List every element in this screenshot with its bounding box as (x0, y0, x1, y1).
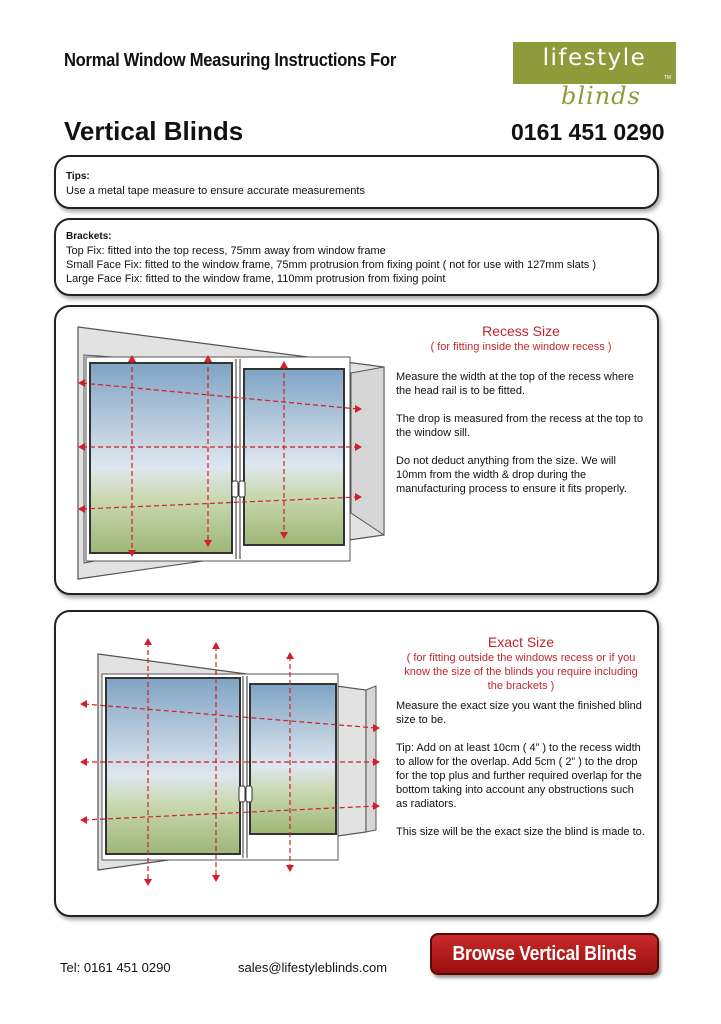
recess-subtitle: ( for fitting inside the window recess ) (430, 341, 612, 353)
footer-phone[interactable]: Tel: 0161 451 0290 (60, 960, 171, 975)
exact-window-illustration (76, 634, 391, 894)
recess-window-illustration (76, 325, 391, 581)
lifestyle-blinds-logo[interactable] (513, 42, 676, 114)
recess-title: Recess Size (482, 323, 560, 339)
document-subtitle: Normal Window Measuring Instructions For (64, 50, 396, 70)
bracket-small-face-fix: Small Face Fix: fitted to the window frame, 75mm protrusion from fixing point ( not for use with 127mm slats ) (66, 259, 597, 271)
brackets-label: Brackets: (66, 231, 112, 242)
browse-vertical-blinds-button[interactable] (430, 933, 659, 975)
tips-panel (54, 155, 659, 209)
exact-subtitle: ( for fitting outside the windows recess or if you know the size of the blinds you require including the brackets ) (404, 652, 638, 692)
tips-text: Use a metal tape measure to ensure accurate measurements (66, 185, 365, 197)
logo-trademark: TM (663, 75, 671, 81)
bracket-top-fix: Top Fix: fitted into the top recess, 75mm away from window frame (66, 245, 386, 257)
browse-button-label: Browse Vertical Blinds (452, 943, 637, 965)
exact-paragraph-1: Measure the exact size you want the finished blind size to be. (396, 700, 642, 726)
exact-title: Exact Size (487, 634, 555, 650)
brackets-panel (54, 218, 659, 296)
tips-label: Tips: (66, 171, 90, 182)
document-title: Vertical Blinds (64, 116, 244, 146)
logo-line1: lifestyle (542, 45, 647, 71)
exact-instructions (396, 634, 646, 839)
recess-paragraph-2: The drop is measured from the recess at the top to the window sill. (396, 413, 644, 439)
bracket-large-face-fix: Large Face Fix: fitted to the window frame, 110mm protrusion from fixing point (66, 273, 446, 285)
footer-email[interactable]: sales@lifestyleblinds.com (238, 960, 388, 975)
exact-paragraph-3: This size will be the exact size the blind is made to. (396, 826, 645, 838)
exact-size-panel (54, 610, 659, 917)
exact-paragraph-2: Tip: Add on at least 10cm ( 4” ) to the recess width to allow for the overlap. Add 5cm ( 2” ) to the drop for the top plus and further required overlap for the bottom taking into account any obstructions such as radiators. (396, 742, 642, 810)
recess-instructions (396, 323, 646, 496)
recess-paragraph-3: Do not deduct anything from the size. We will 10mm from the width & drop during the manufacturing process to ensure it fits properly. (396, 455, 627, 495)
recess-size-panel (54, 305, 659, 595)
header-phone[interactable]: 0161 451 0290 (511, 119, 665, 145)
logo-line2: blinds (561, 82, 641, 110)
recess-paragraph-1: Measure the width at the top of the recess where the head rail is to be fitted. (396, 371, 634, 397)
